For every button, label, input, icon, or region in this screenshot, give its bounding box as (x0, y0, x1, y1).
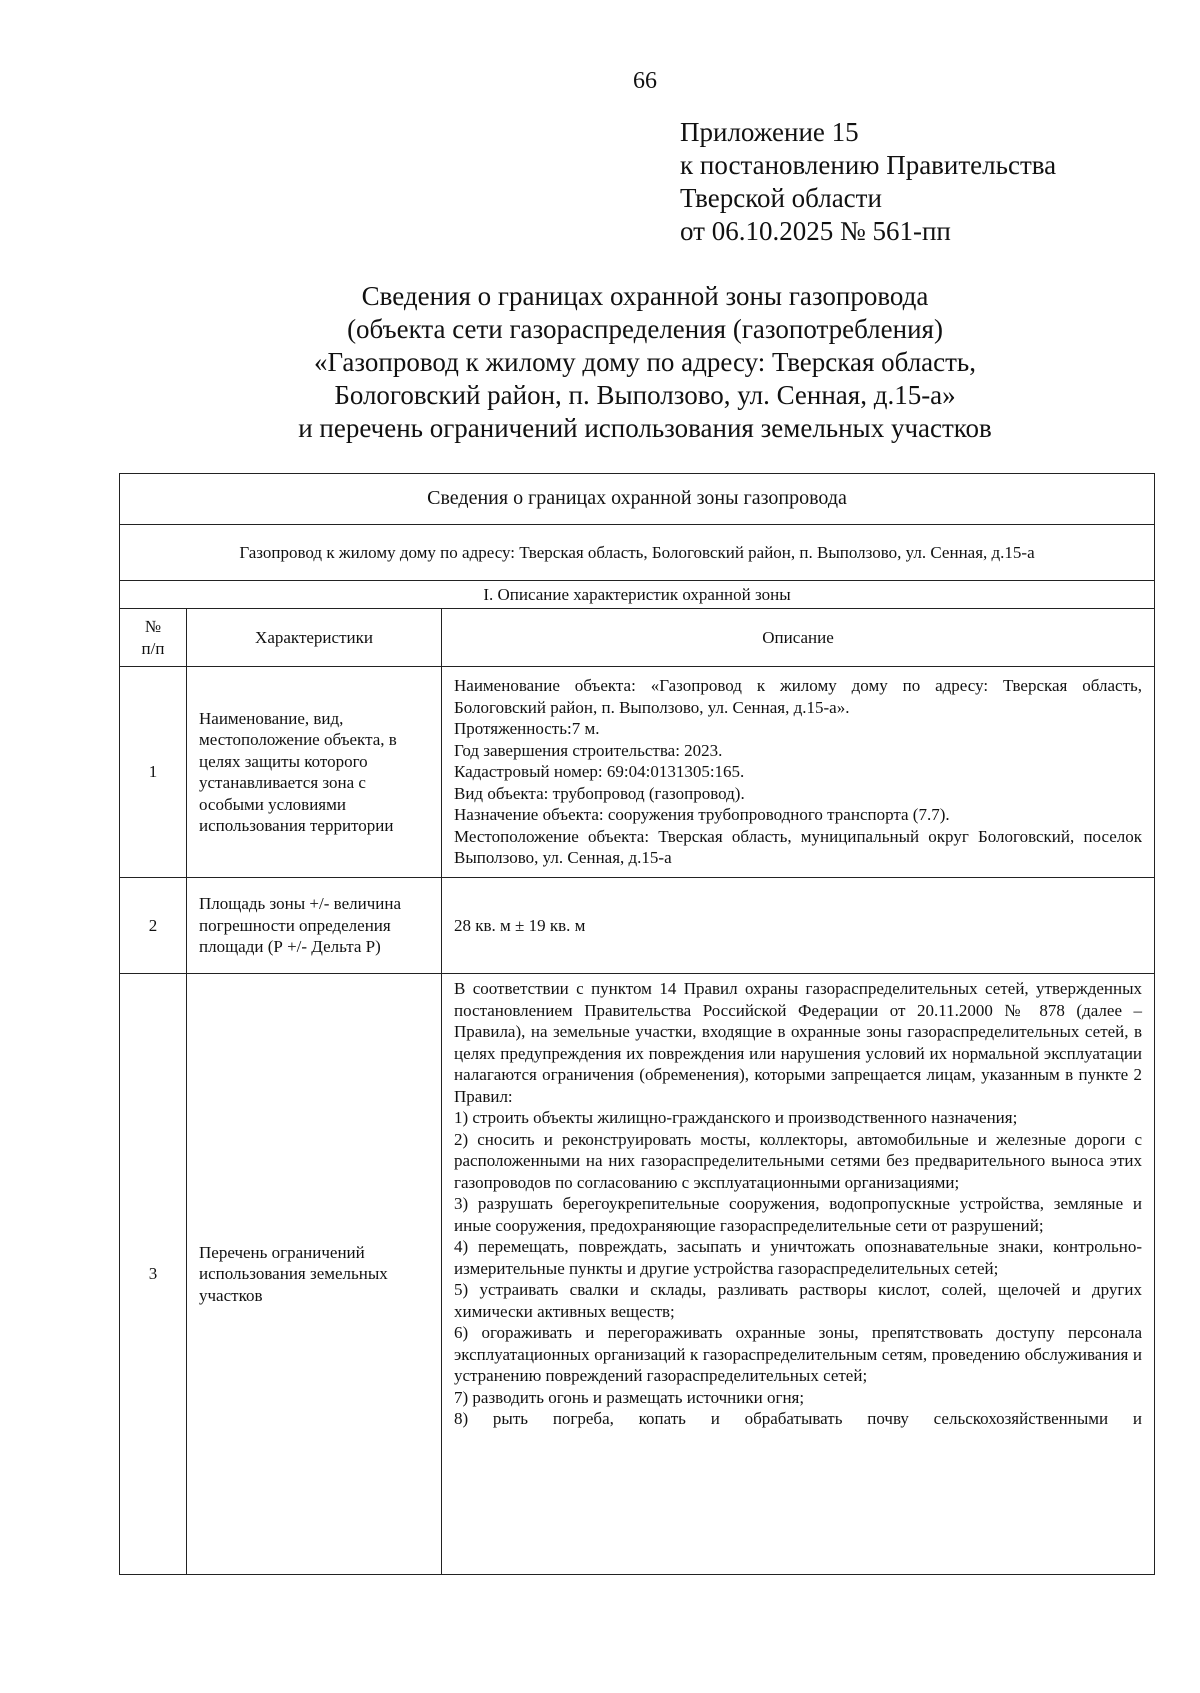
table-section-title: I. Описание характеристик охранной зоны (120, 581, 1155, 609)
title-line: Бологовский район, п. Выползово, ул. Сенная, д.15-а» (334, 380, 956, 410)
number-abbrev: п/п (141, 638, 165, 658)
description-line: 4) перемещать, повреждать, засыпать и уничтожать опознавательные знаки, контрольно-измерительные пункты и другие устройства газораспределительных сетей; (454, 1237, 1143, 1278)
table-subheader: Газопровод к жилому дому по адресу: Тверская область, Бологовский район, п. Выползово, ул. Сенная, д.15-а (120, 525, 1155, 581)
title-line: «Газопровод к жилому дому по адресу: Тверская область, (313, 347, 976, 377)
description-line: Кадастровый номер: 69:04:0131305:165. (454, 762, 745, 782)
description-line: 5) устраивать свалки и склады, разливать растворы кислот, солей, щелочей и других химически активных веществ; (454, 1280, 1143, 1321)
table-row (120, 667, 1155, 878)
description-line: Назначение объекта: сооружения трубопроводного транспорта (7.7). (454, 805, 950, 825)
appendix-line: Приложение 15 (680, 117, 859, 147)
row-number: 1 (120, 667, 187, 878)
table-row (120, 974, 1155, 1575)
row-number: 2 (120, 878, 187, 974)
column-header-characteristics: Характеристики (187, 609, 442, 667)
document-title (0, 280, 1200, 445)
description-line: В соответствии с пунктом 14 Правил охраны газораспределительных сетей, утвержденных постановлением Правительства Российской Федерации от 20.11.2000 № 878 (далее – Правила), на земельные участки, входящие в охранные зоны газораспределительных сетей, в целях предупреждения их повреждения или нарушения условий их нормальной эксплуатации налагаются ограничения (обременения), которыми запрещается лицам, указанным в пункте 2 Правил: (454, 979, 1143, 1106)
zone-info-table (119, 473, 1155, 1575)
description-line: Местоположение объекта: Тверская область, муниципальный округ Бологовский, поселок Выползово, ул. Сенная, д.15-а (454, 826, 1143, 868)
title-line: (объекта сети газораспределения (газопотребления) (347, 314, 943, 344)
description-line: 1) строить объекты жилищно-гражданского и производственного назначения; (454, 1108, 1018, 1127)
column-header-number (120, 609, 187, 667)
row-characteristic: Наименование, вид, местоположение объекта, в целях защиты которого устанавливается зона с особыми условиями использования территории (187, 667, 442, 878)
row-description (442, 667, 1155, 878)
description-line: 8) рыть погреба, копать и обрабатывать почву сельскохозяйственными и (454, 1409, 1143, 1428)
column-header-description: Описание (442, 609, 1155, 667)
appendix-line: от 06.10.2025 № 561-пп (680, 216, 951, 246)
description-line: Протяженность:7 м. (454, 719, 600, 739)
row-description (442, 974, 1155, 1575)
appendix-line: Тверской области (680, 183, 882, 213)
description-line: 2) сносить и реконструировать мосты, коллекторы, автомобильные и железные дороги с расположенными на них газораспределительными сетями без предварительного выноса этих газопроводов по согласованию с эксплуатационными организациями; (454, 1129, 1143, 1192)
table-header: Сведения о границах охранной зоны газопровода (120, 474, 1155, 525)
row-characteristic: Площадь зоны +/- величина погрешности определения площади (Р +/- Дельта Р) (187, 878, 442, 974)
title-line: и перечень ограничений использования земельных участков (298, 413, 992, 443)
description-line: Год завершения строительства: 2023. (454, 740, 723, 760)
page-number: 66 (633, 68, 657, 94)
row-number: 3 (120, 974, 187, 1575)
appendix-block (680, 116, 1056, 248)
description-line: Наименование объекта: «Газопровод к жилому дому по адресу: Тверская область, Бологовский район, п. Выползово, ул. Сенная, д.15-а». (454, 676, 1143, 717)
description-line: 28 кв. м ± 19 кв. м (454, 915, 586, 935)
appendix-line: к постановлению Правительства (680, 150, 1057, 180)
description-line: 6) огораживать и перегораживать охранные зоны, препятствовать доступу персонала эксплуатационных организаций к газораспределительным сетям, проведению обслуживания и устранению повреждений газораспределительных сетей; (454, 1323, 1143, 1385)
title-line: Сведения о границах охранной зоны газопровода (361, 281, 929, 311)
description-line: Вид объекта: трубопровод (газопровод). (454, 783, 745, 803)
description-line: 3) разрушать берегоукрепительные сооружения, водопропускные устройства, земляные и иные сооружения, предохраняющие газораспределительные сети от разрушений; (454, 1194, 1143, 1235)
row-characteristic: Перечень ограничений использования земельных участков (187, 974, 442, 1575)
number-sign: № (144, 617, 162, 636)
description-line: 7) разводить огонь и размещать источники огня; (454, 1387, 805, 1407)
table-row (120, 878, 1155, 974)
row-description (442, 878, 1155, 974)
